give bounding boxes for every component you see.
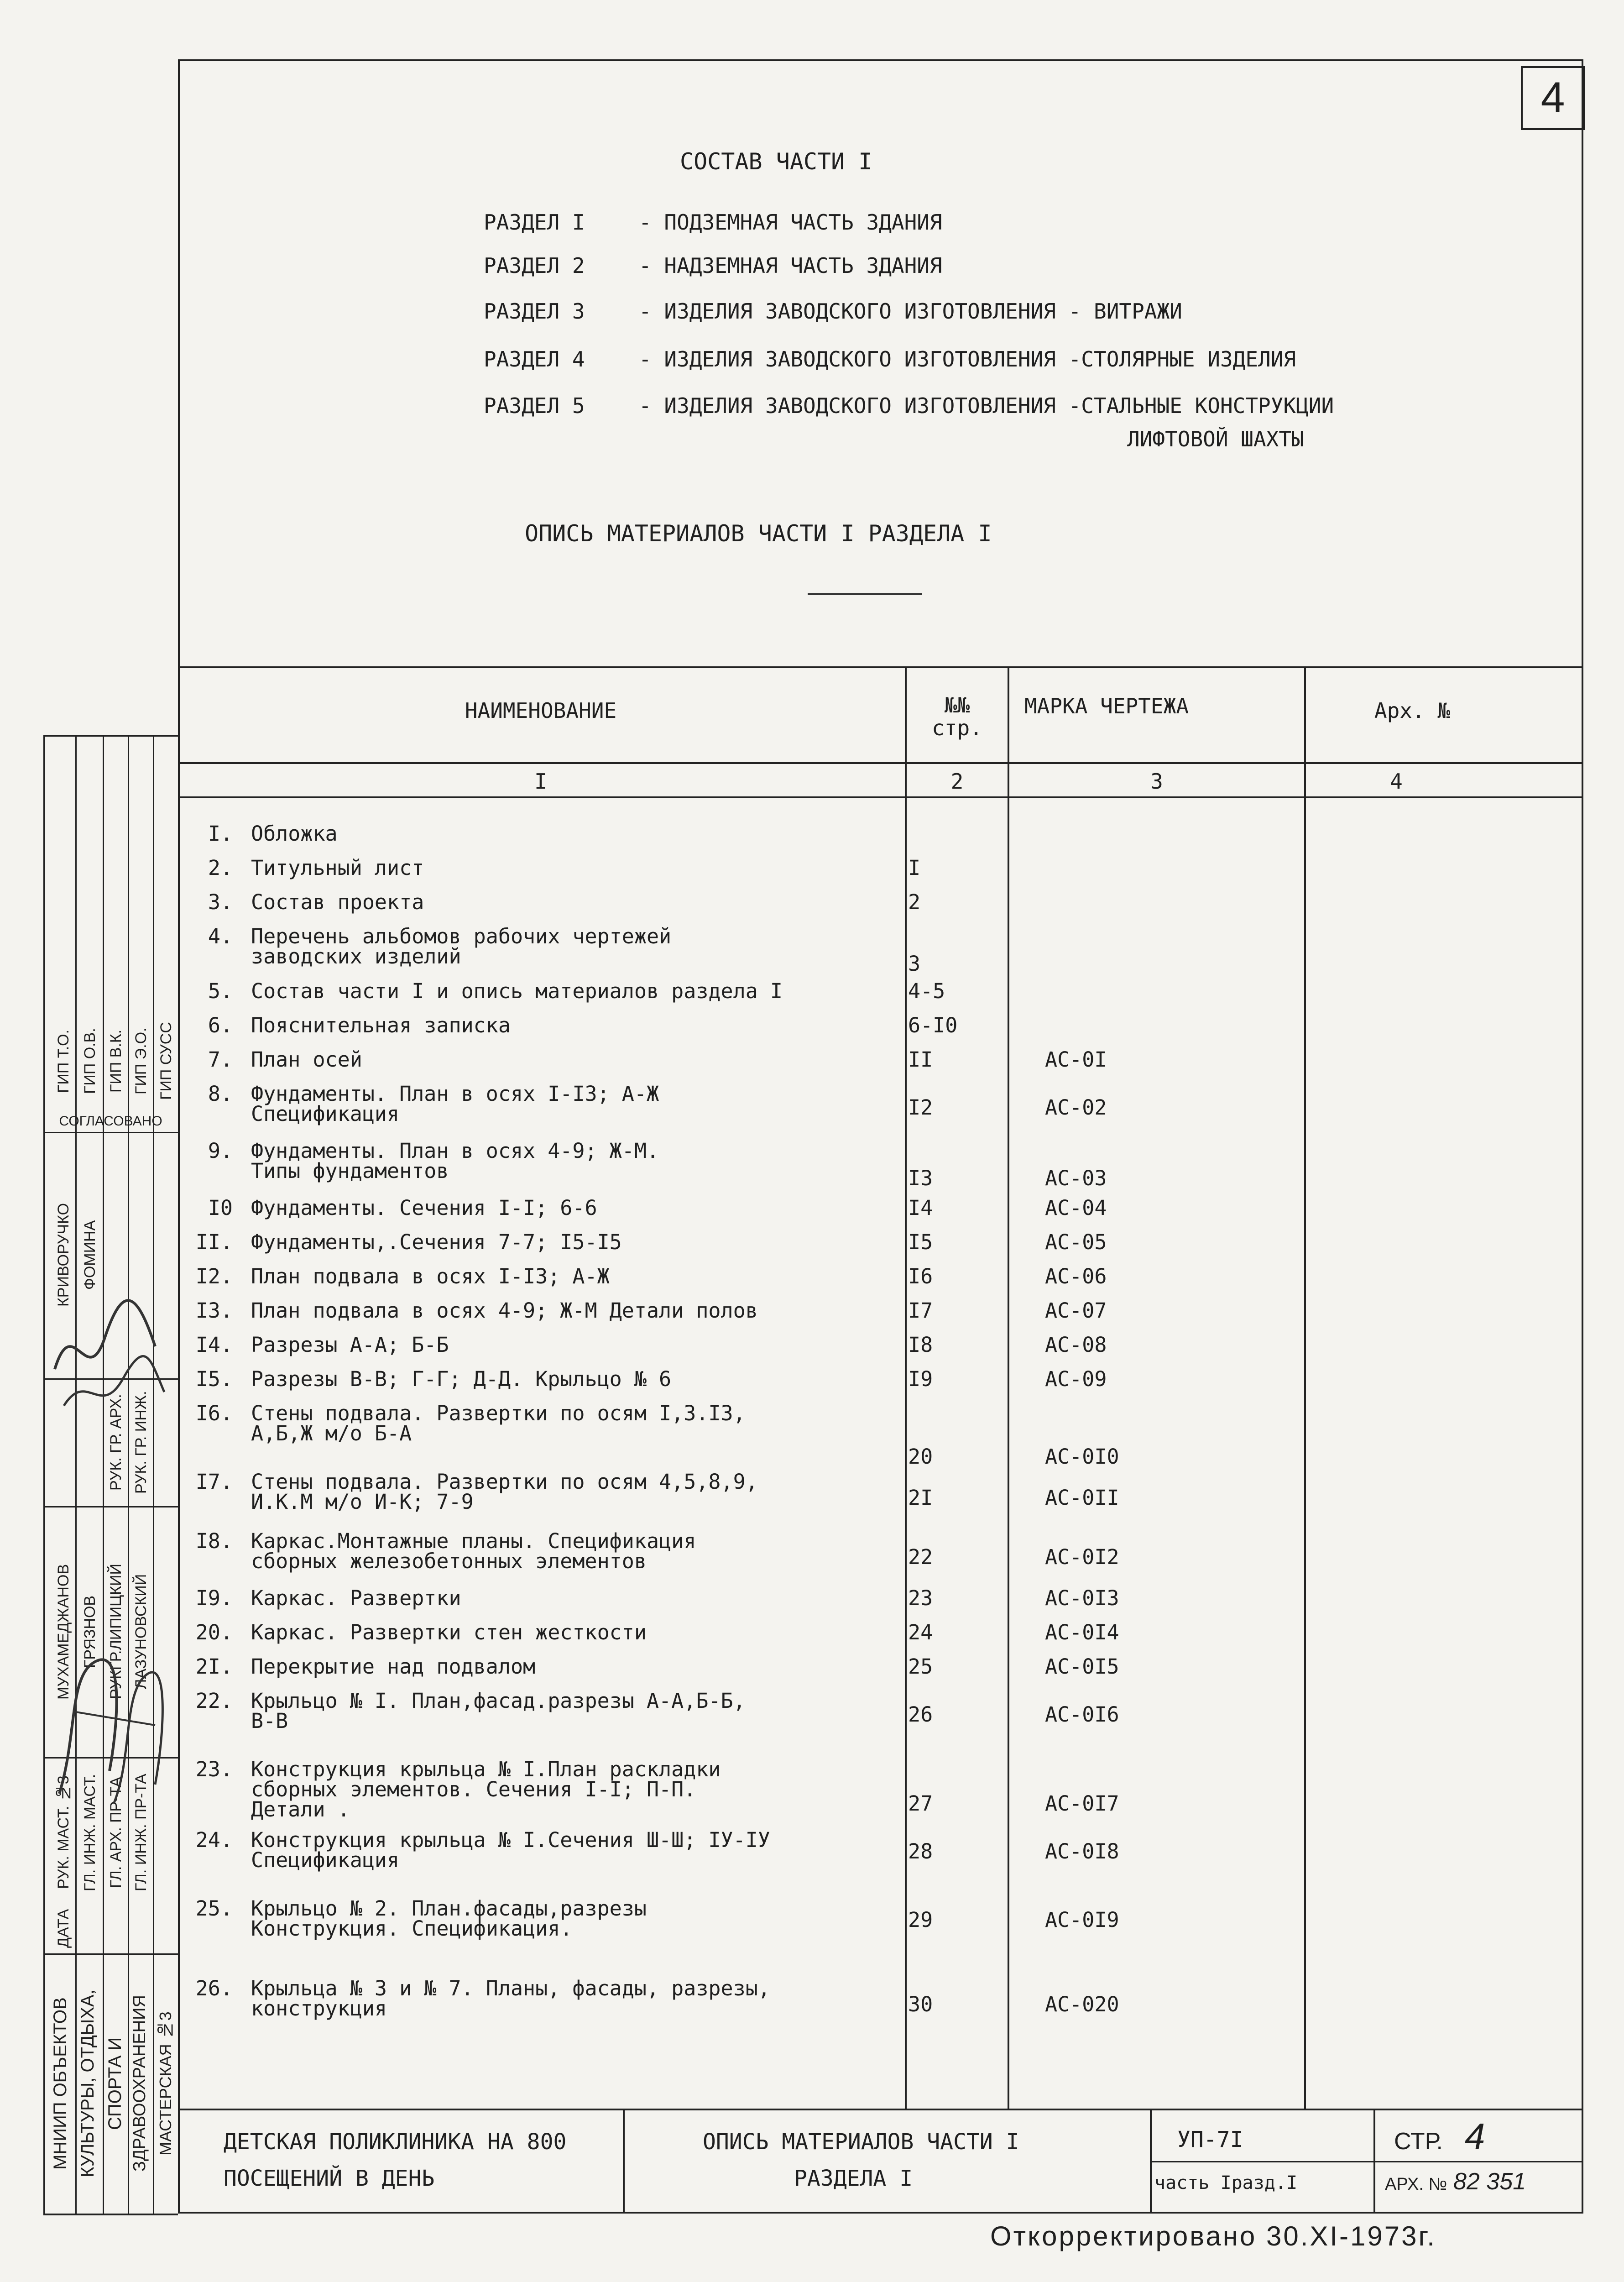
colnum-2: 2	[950, 769, 964, 794]
role-low-2: ГЛ. ИНЖ. МАСТ.	[81, 1774, 99, 1891]
table-row	[151, 1896, 1565, 1953]
approval-col-5: ГИП СУСС	[157, 1022, 175, 1100]
row-number: I8.	[195, 1529, 233, 1553]
row-page: I5	[908, 1230, 933, 1254]
part-label: часть Iразд.I	[1154, 2172, 1298, 2193]
section-3-desc: - ИЗДЕЛИЯ ЗАВОДСКОГО ИЗГОТОВЛЕНИЯ - ВИТРАЖИ	[639, 299, 1182, 324]
header-arch: Арх. №	[1374, 698, 1451, 723]
row-name: План подвала в осях 4-9; Ж-М Детали полов	[251, 1298, 758, 1323]
row-mark: АС-05	[1045, 1230, 1107, 1254]
colnum-3: 3	[1150, 769, 1163, 794]
stamp-divider-2	[1150, 2109, 1152, 2214]
section-3-label: РАЗДЕЛ 3	[484, 299, 585, 324]
row-name: Разрезы А-А; Б-Б	[251, 1333, 449, 1357]
row-mark: АС-04	[1045, 1196, 1107, 1220]
row-number: 9.	[208, 1139, 233, 1163]
stamp-divider-1	[623, 2109, 625, 2214]
row-page: 29	[908, 1908, 933, 1932]
org-line-5: МАСТЕРСКАЯ №3	[156, 2011, 175, 2156]
row-number: 7.	[208, 1047, 233, 1072]
row-page: I	[908, 856, 921, 880]
row-number: I0	[208, 1196, 233, 1220]
row-number: 5.	[208, 979, 233, 1003]
row-name: Стены подвала. Развертки по осям I,3.I3, А,Б,Ж м/о Б-А	[251, 1401, 746, 1445]
colnum-4: 4	[1390, 769, 1403, 794]
table-row	[151, 926, 1565, 981]
row-name: План подвала в осях I-I3; А-Ж	[251, 1264, 610, 1288]
colnum-1: I	[534, 769, 547, 794]
row-mark: АС-09	[1045, 1367, 1107, 1391]
row-name: Стены подвала. Развертки по осям 4,5,8,9, И.К.М м/о И-К; 7-9	[251, 1470, 758, 1514]
row-name: Каркас.Монтажные планы. Спецификация сборных железобетонных элементов	[251, 1529, 696, 1573]
row-page: 6-I0	[908, 1013, 958, 1037]
signature-scribbles-top	[46, 1255, 173, 1429]
section-1-label: РАЗДЕЛ I	[484, 210, 585, 235]
row-name: Разрезы В-В; Г-Г; Д-Д. Крыльцо № 6	[251, 1367, 672, 1391]
row-number: 20.	[195, 1620, 233, 1644]
date-label: ДАТА	[55, 1909, 72, 1948]
row-name: Конструкция крыльца № I.Сечения Ш-Ш; IУ-IУ Спецификация	[251, 1828, 770, 1872]
row-mark: АС-02	[1045, 1095, 1107, 1120]
row-number: 25.	[195, 1896, 233, 1921]
row-number: 26.	[195, 1976, 233, 2000]
row-number: 2.	[208, 856, 233, 880]
row-mark: АС-0I0	[1045, 1445, 1119, 1469]
row-name: Титульный лист	[251, 856, 424, 880]
row-mark: АС-0II	[1045, 1486, 1119, 1510]
table-row	[151, 1472, 1565, 1527]
approval-col-3: ГИП В.К.	[107, 1029, 125, 1093]
row-mark: АС-0I6	[1045, 1702, 1119, 1727]
row-number: 22.	[195, 1689, 233, 1713]
row-page: 26	[908, 1702, 933, 1727]
row-mark: АС-0I9	[1045, 1908, 1119, 1932]
table-top-border	[178, 666, 1583, 668]
row-number: I2.	[195, 1264, 233, 1288]
side-col-line-2	[103, 735, 104, 2214]
row-page: 24	[908, 1620, 933, 1644]
row-name: Крыльцо № I. План,фасад.разрезы А-А,Б-Б, В-В	[251, 1689, 746, 1733]
row-name: Фундаменты. План в осях I-I3; А-Ж Спецификация	[251, 1082, 659, 1126]
row-page: 2	[908, 890, 921, 914]
row-mark: АС-07	[1045, 1298, 1107, 1323]
org-line-3: СПОРТА И	[105, 2037, 125, 2130]
row-number: I.	[208, 822, 233, 846]
row-name: Пояснительная записка	[251, 1013, 511, 1037]
header-mark: МАРКА ЧЕРТЕЖА	[1024, 694, 1189, 718]
row-page: I2	[908, 1095, 933, 1120]
person-mid-2: ГРЯЗНОВ	[81, 1595, 99, 1668]
row-name: Фундаменты. План в осях 4-9; Ж-М. Типы фундаментов	[251, 1139, 659, 1183]
page-value: 4	[1465, 2116, 1485, 2156]
section-5-desc-cont: ЛИФТОВОЙ ШАХТЫ	[1127, 427, 1304, 451]
arch-label: АРХ. №	[1385, 2175, 1447, 2194]
section-5-desc: - ИЗДЕЛИЯ ЗАВОДСКОГО ИЗГОТОВЛЕНИЯ -СТАЛЬНЫЕ КОНСТРУКЦИИ	[639, 393, 1334, 418]
header-name: НАИМЕНОВАНИЕ	[465, 698, 617, 723]
row-number: I3.	[195, 1298, 233, 1323]
table-colnum-border	[178, 796, 1583, 798]
doc-line-1: ОПИСЬ МАТЕРИАЛОВ ЧАСТИ I	[703, 2129, 1019, 2155]
row-mark: АС-0I7	[1045, 1791, 1119, 1816]
person-top-2: ФОМИНА	[81, 1220, 99, 1290]
row-page: 3	[908, 952, 921, 976]
row-page: 28	[908, 1839, 933, 1863]
side-col-line-3	[128, 735, 129, 2214]
row-name: План осей	[251, 1047, 362, 1072]
object-line-1: ДЕТСКАЯ ПОЛИКЛИНИКА НА 800	[224, 2129, 567, 2155]
row-mark: АС-08	[1045, 1333, 1107, 1357]
side-col-line-4	[153, 735, 154, 2214]
signature-scribbles-low	[46, 1620, 173, 1812]
row-number: 6.	[208, 1013, 233, 1037]
person-mid-1: МУХАМЕДЖАНОВ	[55, 1564, 72, 1700]
section-4-label: РАЗДЕЛ 4	[484, 347, 585, 372]
role-mid-1: РУК. ГР. АРХ.	[107, 1394, 125, 1491]
row-number: I6.	[195, 1401, 233, 1425]
row-number: I7.	[195, 1470, 233, 1494]
role-low-4: ГЛ. ИНЖ. ПР-ТА	[132, 1774, 150, 1891]
composition-title: СОСТАВ ЧАСТИ I	[680, 148, 872, 175]
person-top-1: КРИВОРУЧКО	[55, 1203, 72, 1307]
row-number: I5.	[195, 1367, 233, 1391]
row-mark: АС-0I8	[1045, 1839, 1119, 1863]
row-mark: АС-0I	[1045, 1047, 1107, 1072]
row-page: 25	[908, 1654, 933, 1679]
row-name: Перечень альбомов рабочих чертежей заводских изделий	[251, 924, 672, 968]
role-low-3: ГЛ. АРХ. ПР-ТА	[107, 1777, 125, 1888]
row-name: Перекрытие над подвалом	[251, 1654, 536, 1679]
row-page: 27	[908, 1791, 933, 1816]
row-page: I4	[908, 1196, 933, 1220]
table-row	[151, 1691, 1565, 1746]
approval-col-4: ГИП Э.О.	[132, 1027, 150, 1095]
title-underline	[808, 593, 922, 595]
role-low-1: РУК. МАСТ. №3	[55, 1775, 72, 1889]
correction-note: Откорректировано 30.XI-1973г.	[990, 2221, 1436, 2251]
row-page: I9	[908, 1367, 933, 1391]
row-mark: АС-0I3	[1045, 1586, 1119, 1610]
side-outer-border	[43, 735, 45, 2214]
role-mid-2: РУК. ГР. ИНЖ.	[132, 1391, 150, 1494]
approval-col-1: ГИП Т.О.	[55, 1029, 72, 1093]
doc-line-2: РАЗДЕЛА I	[794, 2166, 913, 2191]
row-name: Состав проекта	[251, 890, 424, 914]
stamp-top-border	[178, 2109, 1583, 2110]
doc-code: УП-7I	[1177, 2127, 1243, 2152]
stamp-divider-3	[1373, 2109, 1375, 2214]
table-row	[151, 1401, 1565, 1469]
row-mark: АС-0I2	[1045, 1545, 1119, 1569]
table-row	[151, 1084, 1565, 1139]
row-number: 4.	[208, 924, 233, 948]
row-page: I3	[908, 1166, 933, 1190]
table-row	[151, 1757, 1565, 1821]
approval-label: СОГЛАСОВАНО	[59, 1114, 162, 1129]
inventory-title: ОПИСЬ МАТЕРИАЛОВ ЧАСТИ I РАЗДЕЛА I	[525, 520, 992, 547]
arch-value: 82 351	[1453, 2168, 1526, 2195]
row-name: Состав части I и опись материалов раздела I	[251, 979, 783, 1003]
row-number: II.	[195, 1230, 233, 1254]
row-page: 22	[908, 1545, 933, 1569]
row-page: 30	[908, 1992, 933, 2016]
row-page: II	[908, 1047, 933, 1072]
org-line-2: КУЛЬТУРЫ, ОТДЫХА,	[78, 1989, 98, 2177]
section-1-desc: - ПОДЗЕМНАЯ ЧАСТЬ ЗДАНИЯ	[639, 210, 942, 235]
side-bottom-border	[43, 2214, 178, 2215]
row-page: 4-5	[908, 979, 945, 1003]
side-sep-5	[43, 1953, 178, 1955]
row-mark: АС-020	[1045, 1992, 1119, 2016]
row-page: I7	[908, 1298, 933, 1323]
side-sep-1	[43, 1132, 178, 1133]
table-row	[151, 1531, 1565, 1586]
row-number: 23.	[195, 1757, 233, 1781]
org-line-4: ЗДРАВООХРАНЕНИЯ	[130, 1995, 149, 2172]
row-page: 2I	[908, 1486, 933, 1510]
row-page: I8	[908, 1333, 933, 1357]
row-number: I9.	[195, 1586, 233, 1610]
person-mid-3: РУКГР.ЛИПИЦКИЙ	[107, 1564, 125, 1700]
page-number-box: 4	[1521, 66, 1585, 130]
row-name: Конструкция крыльца № I.План раскладки сборных элементов. Сечения I-I; П-П. Детали .	[251, 1757, 721, 1821]
row-name: Каркас. Развертки	[251, 1586, 461, 1610]
row-page: 23	[908, 1586, 933, 1610]
row-number: I4.	[195, 1333, 233, 1357]
row-page: 20	[908, 1445, 933, 1469]
person-mid-4: ЛАЗУНОВСКИЙ	[132, 1574, 150, 1690]
side-top-border	[43, 735, 178, 737]
section-2-desc: - НАДЗЕМНАЯ ЧАСТЬ ЗДАНИЯ	[639, 253, 942, 278]
table-row	[151, 1830, 1565, 1885]
table-header-border	[178, 762, 1583, 764]
page-label: СТР.	[1394, 2128, 1443, 2155]
section-5-label: РАЗДЕЛ 5	[484, 393, 585, 418]
row-name: Крыльца № 3 и № 7. Планы, фасады, разрезы, конструкция	[251, 1976, 770, 2020]
table-row	[151, 1978, 1565, 2033]
section-2-label: РАЗДЕЛ 2	[484, 253, 585, 278]
row-name: Крыльцо № 2. План.фасады,разрезы Конструкция. Спецификация.	[251, 1896, 647, 1941]
stamp-mid-border	[1150, 2161, 1583, 2162]
row-number: 3.	[208, 890, 233, 914]
row-page: I6	[908, 1264, 933, 1288]
section-4-desc: - ИЗДЕЛИЯ ЗАВОДСКОГО ИЗГОТОВЛЕНИЯ -СТОЛЯРНЫЕ ИЗДЕЛИЯ	[639, 347, 1296, 372]
org-line-1: МНИИП ОБЪЕКТОВ	[50, 1997, 70, 2170]
row-mark: АС-06	[1045, 1264, 1107, 1288]
object-line-2: ПОСЕЩЕНИЙ В ДЕНЬ	[224, 2166, 435, 2191]
row-number: 24.	[195, 1828, 233, 1852]
row-name: Фундаменты. Сечения I-I; 6-6	[251, 1196, 597, 1220]
row-number: 2I.	[195, 1654, 233, 1679]
side-col-line-1	[75, 735, 77, 2214]
header-page: №№ стр.	[932, 693, 982, 740]
row-number: 8.	[208, 1082, 233, 1106]
row-mark: АС-0I4	[1045, 1620, 1119, 1644]
row-mark: АС-0I5	[1045, 1654, 1119, 1679]
table-row	[151, 1141, 1565, 1196]
row-name: Каркас. Развертки стен жесткости	[251, 1620, 647, 1644]
row-name: Обложка	[251, 822, 338, 846]
row-name: Фундаменты,.Сечения 7-7; I5-I5	[251, 1230, 622, 1254]
row-mark: АС-03	[1045, 1166, 1107, 1190]
side-sep-3	[43, 1506, 178, 1507]
approval-col-2: ГИП О.В.	[81, 1028, 99, 1094]
